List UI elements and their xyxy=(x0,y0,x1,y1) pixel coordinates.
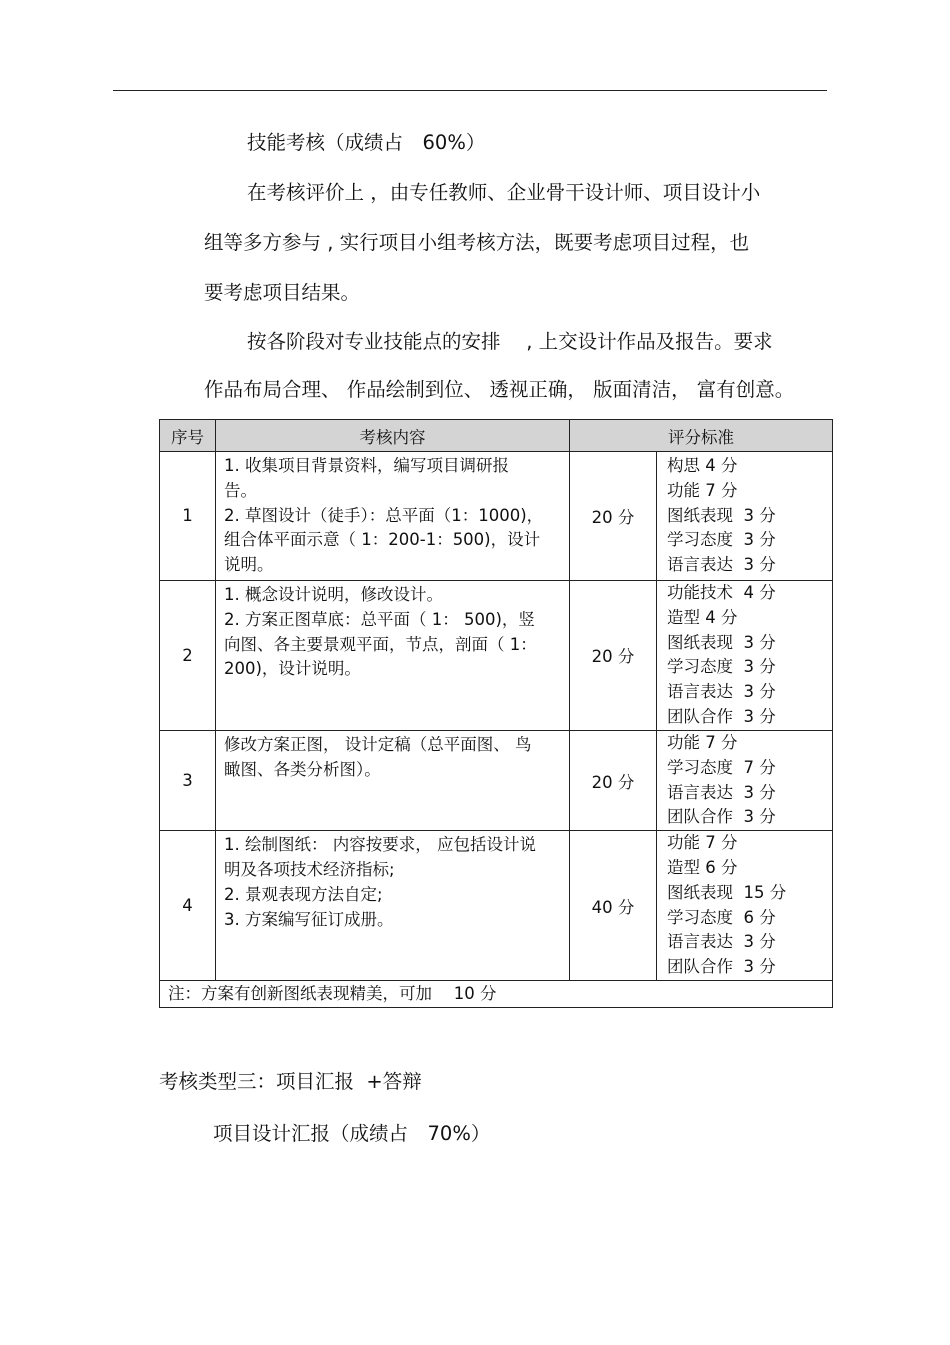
table-row xyxy=(160,730,833,830)
standard-item: 团队合作 3 分 xyxy=(667,807,776,827)
content-line: 组合体平面示意（ 1：200-1：500)，设计 xyxy=(224,530,541,550)
row-score: 20 分 xyxy=(570,730,657,830)
row-content xyxy=(216,580,570,730)
header-rule xyxy=(113,90,827,91)
content-line: 200)，设计说明。 xyxy=(224,659,361,679)
paragraph-line: 在考核评价上 ，由专任教师、企业骨干设计师、项目设计小 xyxy=(247,181,761,204)
row-standards xyxy=(657,730,833,830)
standard-item: 学习态度 3 分 xyxy=(667,530,776,550)
content-line: 明及各项技术经济指标; xyxy=(224,859,395,879)
row-number: 1 xyxy=(160,452,216,581)
content-line: 告。 xyxy=(224,480,257,500)
content-line: 向图、各主要景观平面，节点，剖面（ 1： xyxy=(224,634,537,654)
row-content xyxy=(216,730,570,830)
standard-item: 图纸表现 3 分 xyxy=(667,505,776,525)
standard-item: 功能 7 分 xyxy=(667,480,738,500)
content-line: 3. 方案编写征订成册。 xyxy=(224,909,394,929)
content-line: 2. 景观表现方法自定; xyxy=(224,884,383,904)
paragraph-skill-assessment: 技能考核（成绩占 60%） xyxy=(247,131,486,154)
standard-item: 学习态度 6 分 xyxy=(667,907,776,927)
table-row xyxy=(160,831,833,981)
paragraph-line: 要考虑项目结果。 xyxy=(204,281,361,304)
row-content xyxy=(216,452,570,581)
standard-item: 图纸表现 15 分 xyxy=(667,882,787,902)
standard-item: 语言表达 3 分 xyxy=(667,782,776,802)
row-number: 3 xyxy=(160,730,216,830)
standard-item: 学习态度 7 分 xyxy=(667,757,776,777)
content-line: 1. 收集项目背景资料，编写项目调研报 xyxy=(224,456,509,475)
standard-item: 功能技术 4 分 xyxy=(667,583,776,603)
row-number: 2 xyxy=(160,580,216,730)
table-header-row xyxy=(160,420,833,452)
section-heading: 考核类型三：项目汇报 +答辩 xyxy=(159,1070,422,1093)
paragraph-line: 按各阶段对专业技能点的安排 , 上交设计作品及报告。要求 xyxy=(247,330,773,353)
content-line: 1. 概念设计说明，修改设计。 xyxy=(224,584,443,604)
paragraph-line: 作品布局合理、 作品绘制到位、 透视正确， 版面清洁， 富有创意。 xyxy=(204,378,795,401)
table-note: 注：方案有创新图纸表现精美，可加 10 分 xyxy=(160,981,833,1008)
standard-item: 语言表达 3 分 xyxy=(667,555,776,575)
sub-heading: 项目设计汇报（成绩占 70%） xyxy=(213,1122,491,1145)
content-line: 2. 草图设计（徒手）：总平面（1：1000)， xyxy=(224,505,544,525)
content-line: 2. 方案正图草底：总平面（ 1： 500)，竖 xyxy=(224,609,535,629)
standard-item: 学习态度 3 分 xyxy=(667,657,776,677)
paragraph-line: 组等多方参与 , 实行项目小组考核方法，既要考虑项目过程，也 xyxy=(204,231,750,254)
table-row xyxy=(160,452,833,581)
row-number: 4 xyxy=(160,831,216,981)
standard-item: 团队合作 3 分 xyxy=(667,707,776,727)
table-note-row xyxy=(160,981,833,1008)
standard-item: 图纸表现 3 分 xyxy=(667,632,776,652)
row-standards xyxy=(657,831,833,981)
standard-item: 功能 7 分 xyxy=(667,732,738,752)
row-standards xyxy=(657,452,833,581)
content-line: 修改方案正图， 设计定稿（总平面图、 鸟 xyxy=(224,734,532,754)
standard-item: 构思 4 分 xyxy=(667,456,738,475)
content-line: 瞰图、各类分析图）。 xyxy=(224,759,381,779)
row-standards xyxy=(657,580,833,730)
row-score: 20 分 xyxy=(570,580,657,730)
standard-item: 团队合作 3 分 xyxy=(667,957,776,977)
row-score: 40 分 xyxy=(570,831,657,981)
row-score: 20 分 xyxy=(570,452,657,581)
row-content xyxy=(216,831,570,981)
standard-item: 造型 6 分 xyxy=(667,858,738,878)
content-line: 说明。 xyxy=(224,555,274,575)
header-standard: 评分标准 xyxy=(570,420,833,452)
header-content: 考核内容 xyxy=(216,420,570,452)
standard-item: 造型 4 分 xyxy=(667,607,738,627)
content-line: 1. 绘制图纸： 内容按要求， 应包括设计说 xyxy=(224,835,536,855)
standard-item: 语言表达 3 分 xyxy=(667,932,776,952)
standard-item: 语言表达 3 分 xyxy=(667,682,776,702)
table-row xyxy=(160,580,833,730)
standard-item: 功能 7 分 xyxy=(667,833,738,853)
header-number: 序号 xyxy=(160,420,216,452)
assessment-table xyxy=(159,419,833,1008)
